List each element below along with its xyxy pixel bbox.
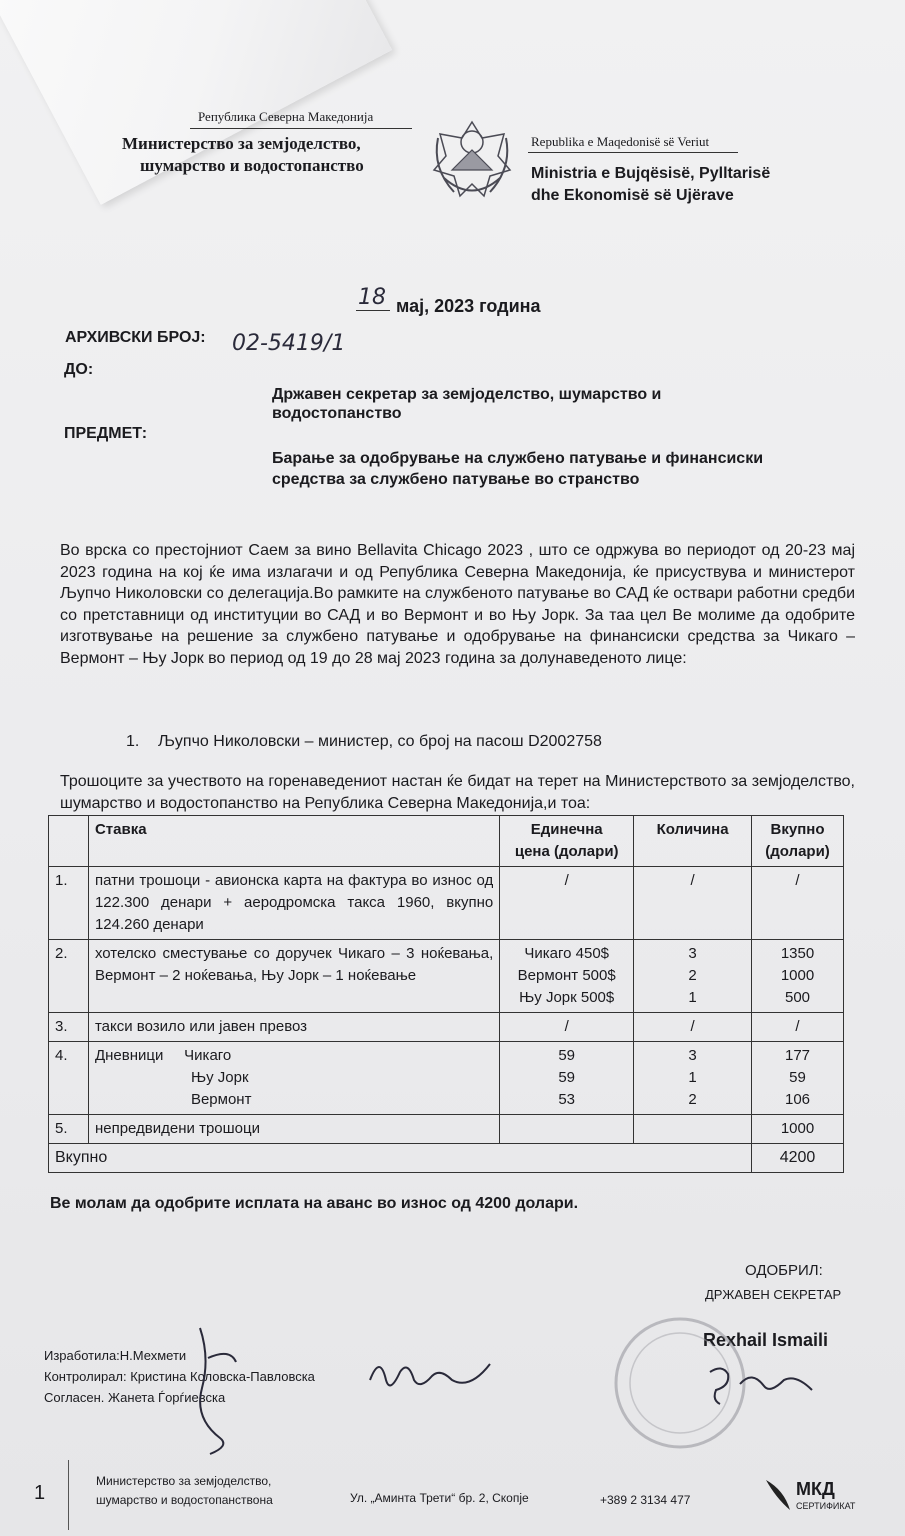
row-number: 4.	[49, 1042, 89, 1115]
approval-name: Rexhail Ismaili	[703, 1330, 829, 1350]
coat-of-arms-icon	[424, 108, 520, 208]
header-right-ministry-line2: dhe Ekonomisë së Ujërave	[531, 187, 734, 204]
archive-label: АРХИВСКИ БРОЈ:	[65, 329, 206, 346]
approval-label: ОДОБРИЛ:	[745, 1262, 823, 1279]
row-item: Дневници Чикаго Њу Јорк Вермонт	[88, 1042, 499, 1115]
row-total: 1350 1000 500	[752, 940, 844, 1013]
list-item-person: Љупчо Николовски – министер, со број на пасош D2002758	[158, 733, 602, 750]
signature-approver-icon	[700, 1360, 820, 1410]
to-line2: водостопанство	[272, 405, 402, 422]
header-total: Вкупно (долари)	[752, 816, 844, 867]
total-label: Вкупно	[49, 1144, 752, 1173]
row-item: патни трошоци - авионска карта на фактура во износ од 122.300 денари + аеродромска такса 1960, вкупно 124.260 денари	[88, 867, 499, 940]
footer-org-line2: шумарство и водостопанствона	[96, 1493, 273, 1507]
to-line1: Државен секретар за земјоделство, шумарство и	[272, 386, 662, 403]
row-item: такси возило или јавен превоз	[88, 1013, 499, 1042]
header-left-ministry-line2: шумарство и водостопанство	[140, 156, 364, 175]
row-unit-price: 59 59 53	[500, 1042, 634, 1115]
row-number: 3.	[49, 1013, 89, 1042]
row-total: 177 59 106	[752, 1042, 844, 1115]
row-unit-price	[500, 1115, 634, 1144]
certificate-logo-icon	[764, 1478, 792, 1512]
body-paragraph: Во врска со престојниот Саем за вино Bellavita Chicago 2023 , што се одржува во периодот од 20-23 мај 2023 година на кој ќе има излагачи и од Република Северна Македонија, ќе присуствува и министерот Љупчо Николовски со делегација.Во рамките на службеното патување во САД ќе оствари работни средби со претставници од институции во САД и во Вермонт и во Њу Јорк. За таа цел Ве молиме да одобрите изготвување на решение за службено патување и одобрување на финансиски средства за Чикаго – Вермонт – Њу Јорк во период од 19 до 28 мај 2023 година за долунаведеното лице:	[60, 542, 855, 667]
header-right-ministry-line1: Ministria e Bujqësisë, Pylltarisë	[531, 165, 771, 182]
subject-label: ПРЕДМЕТ:	[64, 425, 148, 442]
date-day-handwritten: 18	[358, 285, 386, 310]
agreed-by: Согласен. Жанета Ѓорѓиевска	[44, 1390, 226, 1405]
table-row	[49, 1115, 844, 1144]
header-right-country: Republika e Maqedonisë së Veriut	[531, 134, 710, 149]
row-number: 2.	[49, 940, 89, 1013]
row-unit-price: /	[500, 867, 634, 940]
table-row	[49, 867, 844, 940]
signature-preparer-icon	[180, 1318, 260, 1458]
row-unit-price: Чикаго 450$ Вермонт 500$ Њу Јорк 500$	[500, 940, 634, 1013]
row-total: /	[752, 867, 844, 940]
signature-controller-icon	[360, 1350, 500, 1400]
table-header-row	[49, 816, 844, 867]
approval-title: ДРЖАВЕН СЕКРЕТАР	[705, 1287, 842, 1302]
costs-intro: Трошоците за учеството на горенаведениот настан ќе бидат на терет на Министерството за земјоделство, шумарство и водостопанство на Република Северна Македонија,и тоа:	[60, 773, 855, 812]
date-text: мај, 2023 година	[396, 296, 541, 316]
page-number: 1	[34, 1482, 46, 1504]
footer-divider	[68, 1460, 69, 1530]
controlled-by: Контролирал: Кристина Коловска-Павловска	[44, 1369, 315, 1384]
closing-request: Ве молам да одобрите исплата на аванс во износ од 4200 долари.	[50, 1195, 579, 1212]
header-left-ministry-line1: Министерство за земјоделство,	[122, 134, 361, 153]
subject-line2: средства за службено патување во странство	[272, 471, 640, 488]
row-quantity: /	[634, 1013, 752, 1042]
subject-line1: Барање за одобрување на службено патување и финансиски	[272, 450, 764, 467]
footer-address: Ул. „Аминта Трети“ бр. 2, Скопје	[350, 1491, 529, 1505]
prepared-by: Изработила:Н.Мехмети	[44, 1348, 187, 1363]
footer-phone: +389 2 3134 477	[600, 1493, 691, 1507]
header-item: Ставка	[88, 816, 499, 867]
certificate-logo-text: МКД	[796, 1479, 835, 1499]
row-number: 5.	[49, 1115, 89, 1144]
row-total: 1000	[752, 1115, 844, 1144]
row-item: непредвидени трошоци	[88, 1115, 499, 1144]
table-row	[49, 1013, 844, 1042]
header-quantity: Количина	[634, 816, 752, 867]
row-number: 1.	[49, 867, 89, 940]
table-row	[49, 940, 844, 1013]
footer-org-line1: Министерство за земјоделство,	[96, 1474, 272, 1488]
certificate-logo-subtitle: СЕРТИФИКАТ	[796, 1501, 856, 1511]
header-left-country: Република Северна Македонија	[198, 109, 374, 124]
row-item: хотелско сместување со доручек Чикаго – 3 ноќевања, Вермонт – 2 ноќевања, Њу Јорк – 1 ноќевање	[88, 940, 499, 1013]
archive-number-handwritten: 02-5419/1	[232, 331, 346, 356]
header-unit-price: Единечна цена (долари)	[500, 816, 634, 867]
total-value: 4200	[752, 1144, 844, 1173]
row-total: /	[752, 1013, 844, 1042]
costs-table	[48, 815, 844, 1173]
row-unit-price: /	[500, 1013, 634, 1042]
row-quantity: 3 2 1	[634, 940, 752, 1013]
list-number: 1.	[126, 733, 140, 750]
row-quantity: 3 1 2	[634, 1042, 752, 1115]
row-quantity: /	[634, 867, 752, 940]
to-label: ДО:	[64, 361, 94, 378]
table-row	[49, 1042, 844, 1115]
row-quantity	[634, 1115, 752, 1144]
table-total-row	[49, 1144, 844, 1173]
